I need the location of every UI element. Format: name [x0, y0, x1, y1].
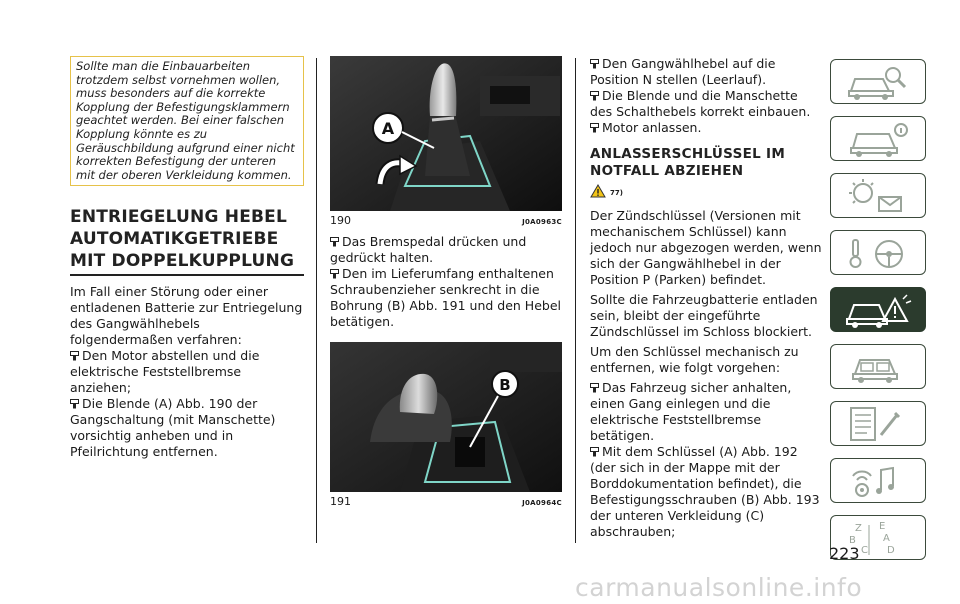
step-bullet-icon	[330, 237, 339, 247]
column-divider-right	[575, 58, 576, 543]
step-text: Das Fahrzeug sicher anhalten, einen Gang einlegen und die elektrische Feststellbremse betätigen.	[590, 380, 792, 443]
step-text: Motor anlassen.	[602, 120, 702, 135]
car-info-icon	[839, 120, 919, 158]
column-3	[590, 56, 822, 540]
column-divider-left	[316, 58, 317, 543]
tab-car-search[interactable]	[830, 59, 926, 104]
index-letter: C	[861, 545, 868, 556]
tab-checklist[interactable]	[830, 401, 926, 446]
warning-ref-number: 77)	[610, 189, 623, 197]
index-letter: B	[849, 535, 856, 546]
heading-rule	[70, 274, 304, 276]
callout-a-label: A	[381, 119, 395, 138]
step-bullet-icon	[70, 399, 79, 409]
paragraph: Sollte die Fahrzeugbatterie entladen sein, bleibt der eingeführte Zündschlüssel im Schloss blockiert.	[590, 292, 818, 339]
tab-car-service[interactable]	[830, 344, 926, 389]
multimedia-icon	[839, 462, 919, 500]
callout-b-label: B	[499, 376, 511, 394]
tab-steering-controls[interactable]	[830, 230, 926, 275]
tab-multimedia[interactable]	[830, 458, 926, 503]
column-2	[330, 56, 562, 511]
warning-box: Sollte man die Einbauarbeiten trotzdem selbst vornehmen wollen, muss besonders auf die korrekte Kopplung der Befestigungsklammern geachtet werden. Bei einer falschen Kopplung könnte es zu Geräuschbildung aufgrund einer nicht korrekten Befestigung der unteren mit der oberen Verkleidung kommen.	[70, 56, 304, 186]
figure-code: J0A0964C	[522, 499, 562, 507]
step-item	[590, 380, 822, 444]
step-item	[330, 266, 562, 330]
figure-number: 190	[330, 214, 351, 227]
page-number: 223	[829, 544, 860, 563]
step-bullet-icon	[590, 123, 599, 133]
step-bullet-icon	[590, 91, 599, 101]
step-bullet-icon	[590, 59, 599, 69]
step-bullet-icon	[590, 447, 599, 457]
tab-car-info[interactable]	[830, 116, 926, 161]
car-emergency-icon	[839, 291, 919, 329]
step-text: Mit dem Schlüssel (A) Abb. 192 (der sich in der Mappe mit der Borddokumentation befindet), die Befestigungsschrauben (B) Abb. 193 der unteren Verkleidung (C) abschrauben;	[590, 444, 820, 539]
section-heading-entriegelung: ENTRIEGELUNG HEBEL AUTOMATIKGETRIEBE MIT DOPPELKUPPLUNG	[70, 207, 295, 272]
step-item	[590, 88, 822, 120]
tab-lights-message[interactable]	[830, 173, 926, 218]
warning-reference	[590, 184, 822, 202]
paragraph: Der Zündschlüssel (Versionen mit mechanischem Schlüssel) kann jedoch nur abgezogen werden, wenn sich der Gangwählhebel in der Position P (Parken) befindet.	[590, 208, 822, 287]
checklist-icon	[839, 405, 919, 443]
step-bullet-icon	[330, 269, 339, 279]
column-1	[70, 56, 304, 460]
step-text: Den Motor abstellen und die elektrische Feststellbremse anziehen;	[70, 348, 260, 396]
steering-controls-icon	[839, 234, 919, 272]
step-text: Die Blende (A) Abb. 190 der Gangschaltung (mit Manschette) vorsichtig anheben und in Pfeilrichtung entfernen.	[70, 396, 276, 460]
index-letter: Z	[855, 523, 862, 534]
paragraph: Um den Schlüssel mechanisch zu entfernen, wie folgt vorgehen:	[590, 344, 799, 375]
step-item	[590, 444, 822, 540]
intro-paragraph: Im Fall einer Störung oder einer entladenen Batterie zur Entriegelung des Gangwählhebels folgendermaßen verfahren:	[70, 284, 303, 348]
figure-number: 191	[330, 495, 351, 508]
section-heading-anlasserschluessel: ANLASSERSCHLÜSSEL IM NOTFALL ABZIEHEN	[590, 146, 786, 179]
step-text: Den Gangwählhebel auf die Position N stellen (Leerlauf).	[590, 56, 776, 87]
step-text: Die Blende und die Manschette des Schalthebels korrekt einbauen.	[590, 88, 811, 119]
figure-code: J0A0963C	[522, 218, 562, 226]
lights-message-icon	[839, 177, 919, 215]
index-letter: E	[879, 521, 886, 532]
figure-191-photo	[330, 342, 562, 492]
step-bullet-icon	[590, 383, 599, 393]
step-text: Das Bremspedal drücken und gedrückt halten.	[330, 234, 527, 265]
step-item	[590, 56, 822, 88]
step-text: Den im Lieferumfang enthaltenen Schraubenzieher senkrecht in die Bohrung (B) Abb. 191 und den Hebel betätigen.	[330, 266, 561, 329]
step-item	[70, 396, 304, 460]
index-letter: A	[883, 533, 890, 544]
figure-190-caption	[330, 213, 562, 230]
figure-191-caption	[330, 494, 562, 511]
step-item	[590, 120, 822, 136]
tab-car-emergency[interactable]	[830, 287, 926, 332]
index-letter: D	[887, 545, 895, 556]
watermark: carmanualsonline.info	[575, 573, 863, 602]
car-service-icon	[839, 348, 919, 386]
car-search-icon	[839, 63, 919, 101]
warning-triangle-icon	[590, 184, 606, 202]
chapter-tabs	[830, 59, 926, 572]
step-bullet-icon	[70, 351, 79, 361]
step-item	[70, 348, 304, 396]
figure-190-photo	[330, 56, 562, 211]
step-item	[330, 234, 562, 266]
